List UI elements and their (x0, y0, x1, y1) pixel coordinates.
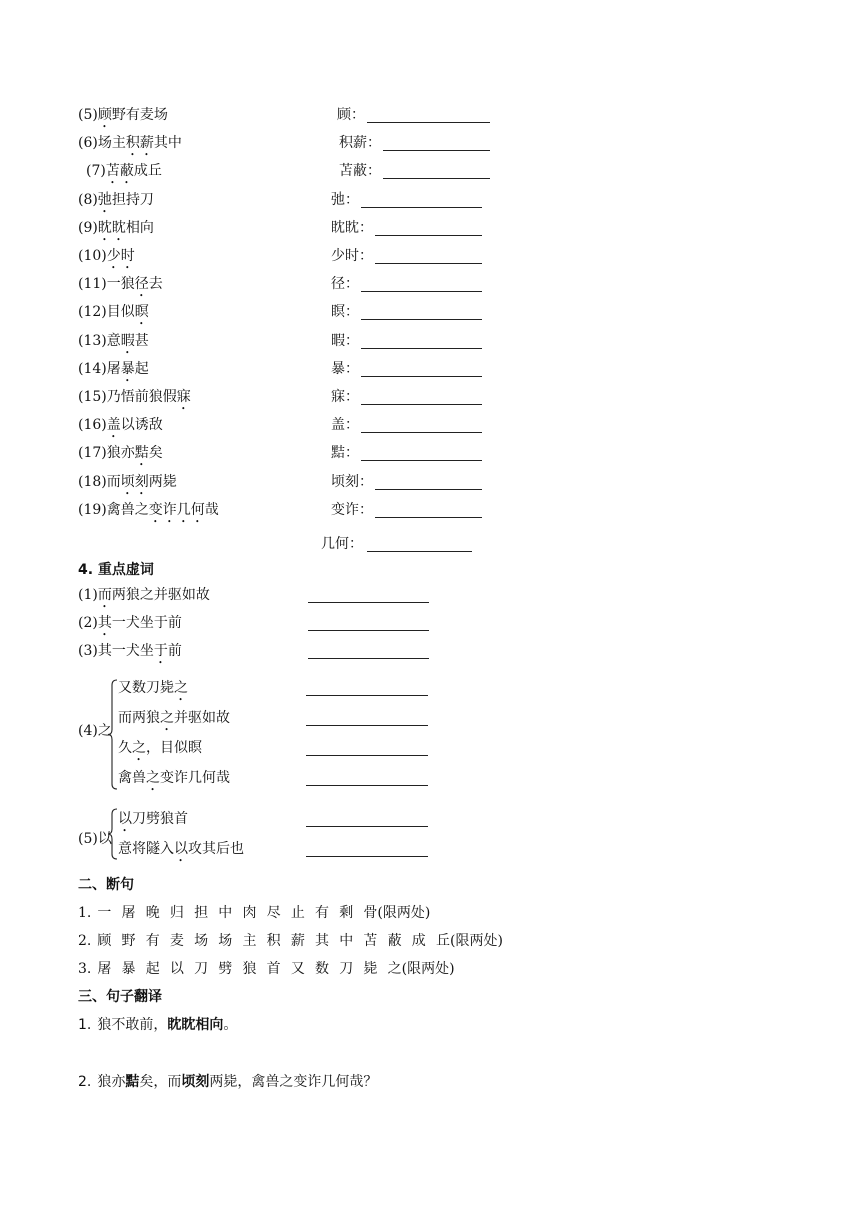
vocab-row (78, 219, 154, 237)
answer-blank[interactable] (375, 251, 482, 264)
gloss-label: 变诈： (331, 501, 373, 518)
limit-note: (限两处) (449, 933, 503, 949)
sentence-char: 中 (339, 933, 354, 949)
vocab-phrase (86, 163, 162, 179)
sentence-char: 中 (218, 905, 233, 921)
sentence-char: 屠 (97, 961, 112, 977)
key-phrase: 顷刻 (181, 1074, 210, 1090)
sentence-char: 有 (145, 933, 160, 949)
vocab-phrase (78, 248, 135, 264)
sentence-char: 其 (315, 933, 330, 949)
limit-note: (限两处) (377, 905, 431, 921)
sentence-char: 止 (290, 905, 305, 921)
vocab-phrase (78, 502, 219, 518)
phrase-text: 甚 (134, 332, 149, 349)
vocab-row (78, 444, 163, 462)
sentence-char: 暴 (121, 961, 136, 977)
key-phrase: 黠 (125, 1074, 140, 1090)
sentence-char: 薪 (290, 933, 305, 949)
sentence-char: 场 (194, 933, 209, 949)
vocab-row (78, 473, 177, 491)
item-number: (5) (78, 107, 98, 123)
emphasized-word: 之 (132, 740, 146, 756)
vocab-row (78, 106, 168, 124)
function-word-phrase (78, 643, 182, 659)
phrase-text: 禽兽 (118, 770, 146, 786)
phrase-text: 目似 (106, 304, 135, 321)
gloss-label: 顷刻： (331, 473, 373, 490)
vocab-row (78, 416, 163, 434)
item-number: (19) (78, 501, 107, 518)
phrase-text: 屠 (106, 360, 121, 377)
answer-blank[interactable] (361, 364, 482, 377)
item-number: (6) (78, 135, 98, 152)
sentence-char: 肉 (242, 905, 257, 921)
gloss-label: 径： (331, 276, 359, 293)
emphasized-word: 而 (97, 587, 112, 603)
vocab-row (78, 303, 149, 321)
curly-brace-icon (108, 808, 118, 860)
phrase-text: 而 (106, 473, 121, 490)
group-label: (4)之 (78, 723, 112, 739)
answer-blank[interactable] (375, 223, 482, 236)
answer-blank[interactable] (367, 110, 490, 123)
phrase-text: 场主 (97, 135, 126, 152)
vocab-phrase (78, 135, 182, 151)
vocab-row (86, 162, 162, 180)
phrase-text: 禽兽之 (106, 501, 149, 518)
sentence-char: 场 (218, 933, 233, 949)
answer-blank[interactable] (308, 646, 429, 659)
emphasized-word: 其 (97, 615, 112, 631)
emphasized-word: 以 (118, 811, 132, 827)
phrase-text: 两毙 (148, 473, 177, 490)
answer-blank[interactable] (361, 195, 482, 208)
sentence-char: 屠 (121, 905, 136, 921)
sentence-break-row (78, 960, 455, 978)
item-number: (8) (78, 191, 98, 208)
sentence-char: 又 (290, 961, 305, 977)
answer-blank[interactable] (375, 505, 482, 518)
emphasized-word: 径 (134, 276, 149, 293)
function-word-row (118, 810, 188, 828)
phrase-text: 担持刀 (111, 191, 154, 208)
item-number: (2) (78, 615, 98, 631)
phrase-text: 乃悟前狼假 (106, 389, 177, 405)
sentence-char: 一 (97, 905, 112, 921)
sentence-char: 之 (387, 961, 402, 977)
function-word-row (78, 642, 182, 660)
answer-blank[interactable] (361, 279, 482, 292)
key-phrase: 眈眈相向 (167, 1017, 224, 1033)
group-label: (5)以 (78, 831, 112, 847)
emphasized-word: 苫蔽 (105, 163, 134, 180)
item-number: 1. (78, 1017, 92, 1033)
item-number: 1. (78, 905, 92, 921)
emphasized-word: 积薪 (125, 135, 154, 152)
emphasized-word: 盖 (106, 417, 121, 434)
sentence-char: 数 (315, 961, 330, 977)
phrase-text: 一狼 (106, 276, 135, 293)
phrase-text: 前 (167, 643, 182, 659)
gloss-label: 苫蔽： (339, 163, 381, 180)
phrase-text: 去 (148, 276, 163, 293)
answer-blank[interactable] (361, 448, 482, 461)
section-heading: 4. 重点虚词 (78, 562, 154, 578)
function-word-row (78, 586, 210, 604)
emphasized-word: 顷刻 (120, 473, 149, 490)
sentence-char: 骨 (363, 905, 378, 921)
phrase-text: ，目似瞑 (146, 740, 202, 756)
phrase-text: 意将隧入 (118, 841, 174, 857)
phrase-text: 又数刀毙 (118, 680, 174, 696)
phrase-text: 成丘 (133, 163, 162, 180)
phrase-text: 其中 (153, 135, 182, 152)
phrase-text: 攻其后也 (188, 841, 244, 857)
item-number: (16) (78, 417, 107, 434)
sentence-char: 劈 (218, 961, 233, 977)
item-number: (11) (78, 276, 107, 293)
gloss-label: 黠： (331, 445, 359, 462)
vocab-row (78, 360, 149, 378)
vocab-row (78, 134, 182, 152)
sentence-char: 首 (266, 961, 281, 977)
function-word-row (118, 709, 230, 727)
vocab-phrase (78, 220, 154, 236)
sentence-break-row (78, 932, 503, 950)
gloss-label: 顾： (337, 107, 365, 123)
answer-blank[interactable] (361, 336, 482, 349)
item-number: (17) (78, 445, 107, 462)
phrase-text: 变诈几何哉 (160, 770, 230, 786)
answer-blank[interactable] (306, 713, 428, 726)
answer-blank[interactable] (306, 814, 428, 827)
function-word-phrase (78, 587, 210, 603)
sentence-char: 成 (411, 933, 426, 949)
phrase-text: 两狼之并驱如故 (111, 587, 210, 603)
gloss-label: 暴： (331, 360, 359, 377)
emphasized-word: 之 (174, 680, 188, 696)
gloss-label: 少时： (331, 248, 373, 264)
sentence-char: 麦 (169, 933, 184, 949)
translation-sentence-1 (78, 1016, 237, 1034)
phrase-text: 哉 (204, 501, 219, 518)
gloss-label: 暇： (331, 332, 359, 349)
answer-blank[interactable] (306, 844, 428, 857)
answer-blank[interactable] (308, 618, 429, 631)
sentence-char: 剩 (339, 905, 354, 921)
sentence-text: 狼不敢前， (97, 1017, 168, 1033)
gloss-label: 眈眈： (331, 219, 373, 236)
sentence-char: 苫 (363, 933, 378, 949)
sentence-text: 两毙，禽兽之变诈几何哉？ (209, 1074, 378, 1090)
phrase-text: 野有麦场 (111, 107, 168, 123)
answer-blank[interactable] (361, 392, 482, 405)
phrase-text: 以诱敌 (120, 417, 163, 434)
emphasized-word: 黠 (134, 445, 149, 462)
vocab-phrase (78, 192, 154, 208)
phrase-text: 其一犬坐 (97, 643, 154, 659)
emphasized-word: 暴 (120, 360, 135, 377)
phrase-text: 刀劈狼首 (132, 811, 188, 827)
section-heading: 二、断句 (78, 877, 134, 893)
answer-blank[interactable] (308, 590, 429, 603)
sentence-char: 蔽 (387, 933, 402, 949)
function-word-row (118, 739, 202, 757)
gloss-label: 盖： (331, 417, 359, 434)
emphasized-word: 顾 (97, 107, 112, 123)
vocab-phrase (78, 389, 191, 405)
sentence-char: 狼 (242, 961, 257, 977)
vocab-phrase (78, 304, 149, 320)
vocab-row (78, 388, 191, 406)
vocab-row (78, 501, 219, 519)
item-number: (1) (78, 587, 98, 603)
function-word-row (118, 840, 244, 858)
answer-blank[interactable] (383, 138, 490, 151)
emphasized-word: 之 (160, 710, 174, 726)
phrase-text: 起 (134, 360, 149, 377)
phrase-text: 意 (106, 332, 121, 349)
answer-blank[interactable] (306, 743, 428, 756)
sentence-char: 野 (121, 933, 136, 949)
item-number: (15) (78, 389, 107, 405)
phrase-text: 一犬坐于前 (111, 615, 182, 631)
emphasized-word: 暇 (120, 332, 135, 349)
vocab-phrase (78, 107, 168, 123)
item-number: 3. (78, 961, 92, 977)
vocab-phrase (78, 474, 177, 490)
phrase-text: 矣 (148, 445, 163, 462)
sentence-char: 丘 (435, 933, 450, 949)
emphasized-word: 眈眈 (97, 219, 126, 236)
section-heading: 三、句子翻译 (78, 989, 162, 1005)
sentence-char: 归 (169, 905, 184, 921)
answer-blank[interactable] (306, 683, 428, 696)
item-number: (13) (78, 332, 107, 349)
function-word-row (118, 679, 188, 697)
limit-note: (限两处) (401, 961, 455, 977)
vocab-phrase (78, 276, 163, 292)
gloss-label: 瞑： (331, 304, 359, 321)
item-number: (10) (78, 248, 107, 264)
sentence-char: 刀 (339, 961, 354, 977)
emphasized-word: 瞑 (134, 304, 149, 321)
sentence-char: 顾 (97, 933, 112, 949)
sentence-char: 刀 (194, 961, 209, 977)
phrase-text: 久 (118, 740, 132, 756)
emphasized-word: 之 (146, 770, 160, 786)
sentence-char: 起 (145, 961, 160, 977)
sentence-text: 狼亦 (97, 1074, 126, 1090)
sentence-char: 尽 (266, 905, 281, 921)
sentence-text: 矣，而 (139, 1074, 182, 1090)
vocab-phrase (78, 445, 163, 461)
emphasized-word: 少时 (106, 248, 135, 264)
phrase-text: 相向 (125, 219, 154, 236)
sentence-char: 主 (242, 933, 257, 949)
phrase-text: 而两狼 (118, 710, 160, 726)
sentence-char: 担 (194, 905, 209, 921)
sentence-char: 晚 (145, 905, 160, 921)
sentence-char: 有 (315, 905, 330, 921)
answer-blank[interactable] (306, 773, 428, 786)
item-number: (9) (78, 219, 98, 236)
sentence-char: 积 (266, 933, 281, 949)
item-number: (3) (78, 643, 98, 659)
item-number: (18) (78, 473, 107, 490)
vocab-row (78, 191, 154, 209)
function-word-row (78, 614, 182, 632)
answer-blank[interactable] (383, 166, 490, 179)
gloss-label: 寐： (331, 389, 359, 405)
answer-blank[interactable] (361, 420, 482, 433)
answer-blank[interactable] (361, 307, 482, 320)
curly-brace-icon (108, 679, 118, 790)
answer-blank[interactable] (375, 477, 482, 490)
emphasized-word: 弛 (97, 191, 112, 208)
function-word-row (118, 769, 230, 787)
sentence-text: 。 (223, 1017, 238, 1033)
emphasized-word: 于 (153, 643, 168, 659)
vocab-row (78, 247, 135, 265)
sentence-char: 毙 (363, 961, 378, 977)
translation-sentence-2 (78, 1073, 377, 1091)
vocab-phrase (78, 333, 149, 349)
emphasized-word: 变诈几何 (148, 501, 205, 518)
gloss-label: 几何： (321, 536, 363, 552)
gloss-label: 积薪： (339, 135, 381, 152)
item-number: 2. (78, 933, 92, 949)
item-number: (7) (86, 163, 106, 180)
phrase-text: 并驱如故 (174, 710, 230, 726)
vocab-row (78, 275, 163, 293)
function-word-phrase (78, 615, 182, 631)
gloss-label: 弛： (331, 191, 359, 208)
item-number: 2. (78, 1074, 92, 1090)
item-number: (14) (78, 360, 107, 377)
phrase-text: 狼亦 (106, 445, 135, 462)
item-number: (12) (78, 304, 107, 321)
answer-blank[interactable] (367, 539, 472, 552)
emphasized-word: 以 (174, 841, 188, 857)
vocab-row (78, 332, 149, 350)
sentence-break-row (78, 904, 430, 922)
sentence-char: 以 (169, 961, 184, 977)
vocab-phrase (78, 417, 163, 433)
emphasized-word: 寐 (176, 389, 191, 405)
vocab-phrase (78, 361, 149, 377)
